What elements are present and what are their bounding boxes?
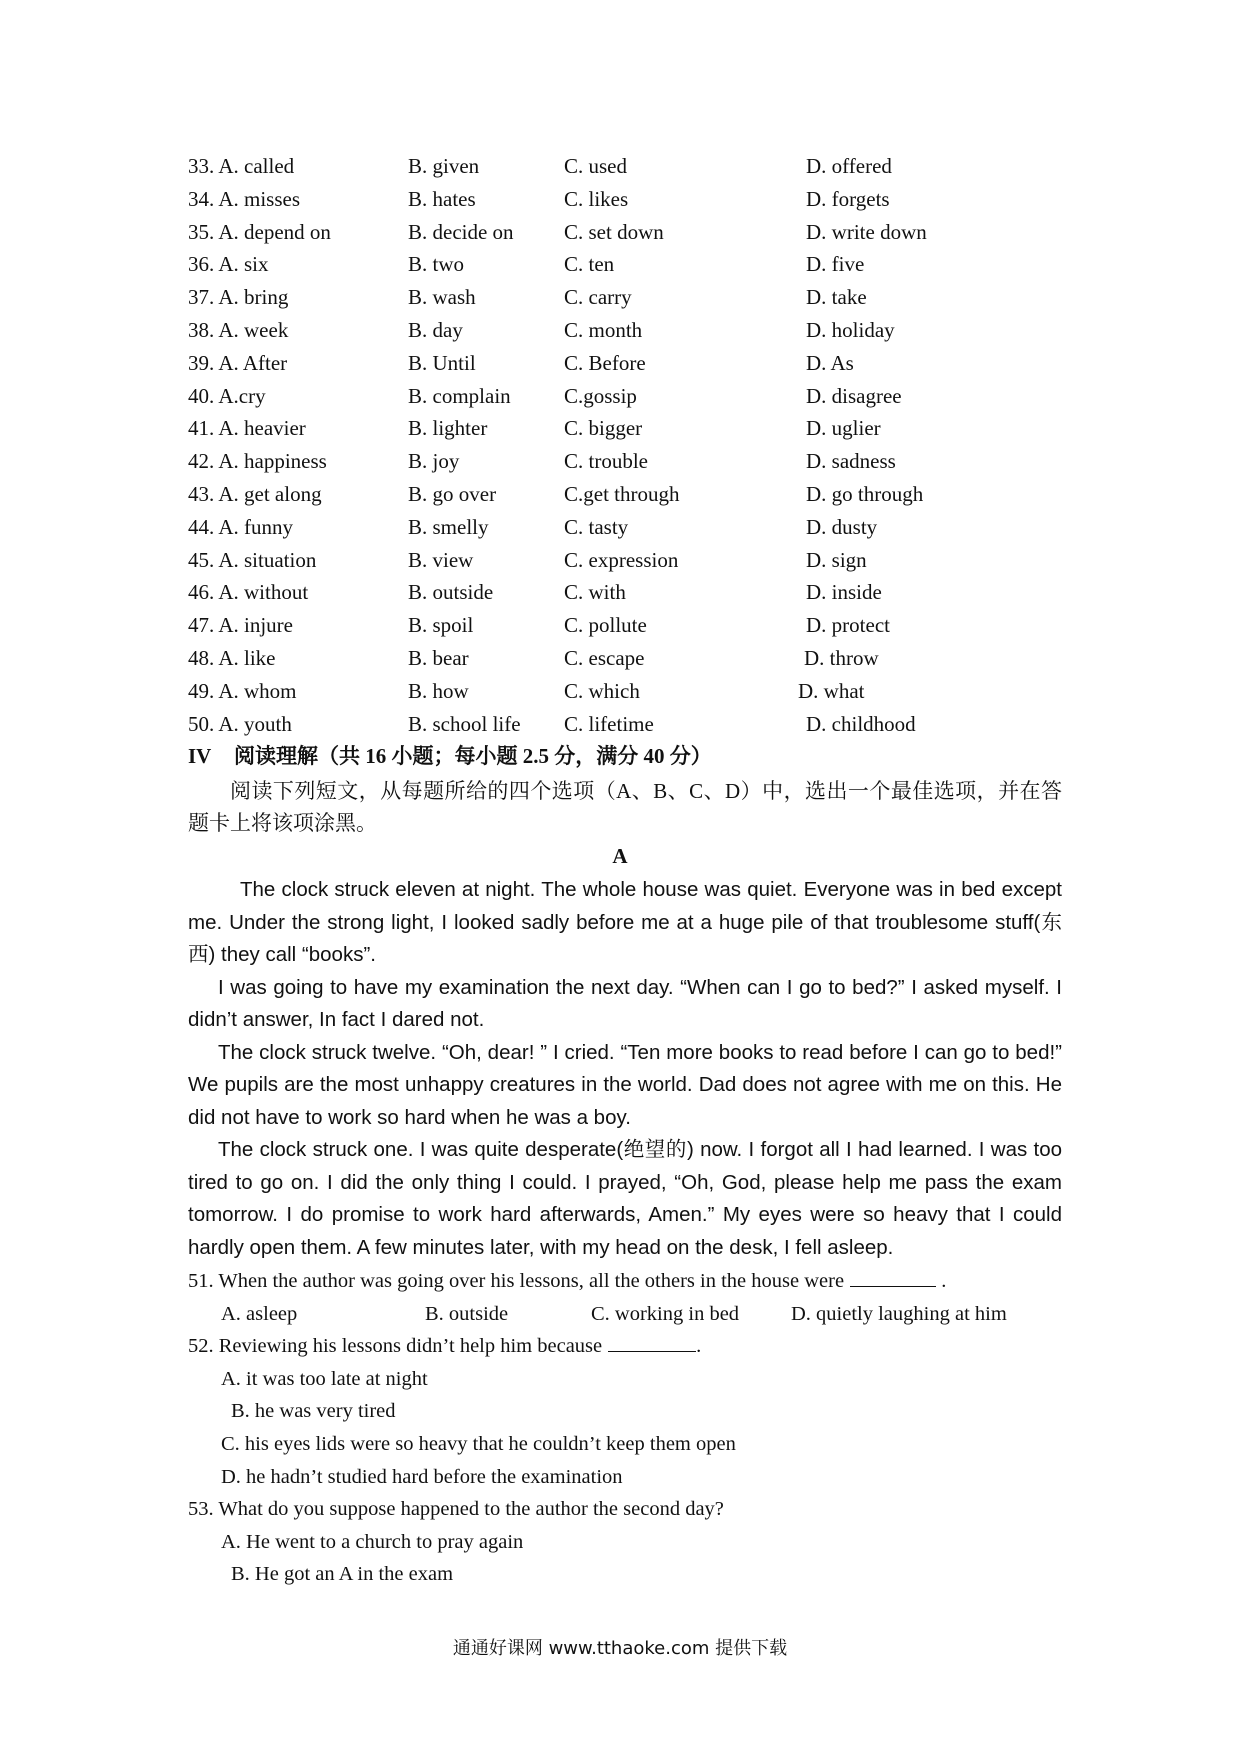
- option-a: 41. A. heavier: [188, 416, 306, 441]
- option-d: D. throw: [804, 645, 879, 670]
- option-row: [188, 478, 1088, 511]
- option-d: D. go through: [806, 481, 924, 506]
- option-c: C. which: [564, 678, 640, 703]
- option-b: B. hates: [408, 186, 476, 211]
- option-c: C. escape: [564, 645, 645, 670]
- choice-d: D. quietly laughing at him: [791, 1302, 1007, 1325]
- option-a: 37. A. bring: [188, 285, 289, 310]
- question-end: .: [941, 1270, 947, 1292]
- option-b: B. day: [408, 317, 463, 342]
- option-b: B. complain: [408, 383, 511, 408]
- option-a: 39. A. After: [188, 350, 288, 375]
- option-d: D. protect: [806, 613, 890, 638]
- option-c: C. lifetime: [564, 711, 654, 736]
- option-row: [188, 183, 1088, 216]
- option-d: D. what: [798, 678, 865, 703]
- option-c: C. set down: [564, 219, 664, 244]
- question-52: [188, 1330, 1062, 1363]
- option-a: 36. A. six: [188, 252, 269, 277]
- option-d: D. uglier: [806, 416, 881, 441]
- option-row: [188, 248, 1088, 281]
- option-b: B. bear: [408, 645, 469, 670]
- option-b: B. go over: [408, 481, 497, 506]
- question-stem: 53. What do you suppose happened to the author the second day?: [188, 1498, 724, 1521]
- option-b: B. Until: [408, 350, 476, 375]
- option-c: C. bigger: [564, 416, 643, 441]
- option-b: B. joy: [408, 449, 460, 474]
- option-c: C. tasty: [564, 514, 629, 539]
- option-a: 38. A. week: [188, 317, 289, 342]
- option-a: 46. A. without: [188, 580, 309, 605]
- option-a: 48. A. like: [188, 645, 276, 670]
- option-d: D. inside: [806, 580, 882, 605]
- option-row: [188, 216, 1088, 249]
- option-row: [188, 675, 1088, 708]
- choice-b: B. he was very tired: [231, 1400, 396, 1423]
- option-c: C. used: [564, 154, 627, 178]
- choice-c: C. his eyes lids were so heavy that he couldn’t keep them open: [221, 1432, 736, 1455]
- option-row: [188, 576, 1088, 609]
- option-a: 47. A. injure: [188, 613, 293, 638]
- option-c: C.get through: [564, 481, 680, 506]
- option-a: 40. A.cry: [188, 383, 266, 408]
- option-c: C. carry: [564, 285, 632, 310]
- choice-a: A. He went to a church to pray again: [221, 1530, 524, 1553]
- option-a: 43. A. get along: [188, 481, 322, 506]
- passage-paragraph: I was going to have my examination the next day. “When can I go to bed?” I asked myself. I didn’t answer, In fact I dared not.: [188, 975, 1062, 1031]
- option-row: [188, 314, 1088, 347]
- option-b: B. lighter: [408, 416, 488, 441]
- option-a: 50. A. youth: [188, 711, 292, 736]
- option-b: B. smelly: [408, 514, 489, 539]
- question-list: [188, 1265, 1062, 1591]
- answer-blank: [608, 1331, 696, 1352]
- option-row: [188, 347, 1088, 380]
- option-b: B. decide on: [408, 219, 514, 244]
- option-row: [188, 281, 1088, 314]
- option-d: D. offered: [806, 154, 892, 178]
- choice-a: A. it was too late at night: [221, 1367, 428, 1390]
- option-row: [188, 412, 1088, 445]
- option-b: B. outside: [408, 580, 494, 605]
- option-b: B. spoil: [408, 613, 474, 638]
- question-end: .: [696, 1335, 702, 1358]
- option-c: C. likes: [564, 186, 629, 211]
- option-c: C. trouble: [564, 449, 648, 474]
- option-c: C. month: [564, 317, 643, 342]
- option-row: [188, 150, 1088, 183]
- option-row: [188, 642, 1088, 675]
- section-title: 阅读理解（共 16 小题；每小题 2.5 分，满分 40 分）: [234, 744, 712, 768]
- question-51: [188, 1265, 1062, 1298]
- passage-paragraph: The clock struck eleven at night. The whole house was quiet. Everyone was in bed except me. Under the strong light, I looked sadly before me at a huge pile of that troublesome stuff(东西) they call “books”.: [188, 878, 1062, 966]
- option-d: D. five: [806, 252, 865, 277]
- option-a: 45. A. situation: [188, 547, 317, 572]
- choice-a: A. asleep: [221, 1302, 298, 1325]
- option-a: 42. A. happiness: [188, 449, 327, 474]
- option-row: [188, 609, 1088, 642]
- option-c: C. ten: [564, 252, 615, 277]
- cloze-options: [188, 150, 1088, 740]
- option-b: B. two: [408, 252, 465, 277]
- option-row: [188, 445, 1088, 478]
- option-d: D. childhood: [806, 711, 916, 736]
- option-row: [188, 708, 1088, 741]
- option-d: D. take: [806, 285, 867, 310]
- section-number: IV: [188, 744, 212, 768]
- option-d: D. holiday: [806, 317, 895, 342]
- option-a: 44. A. funny: [188, 514, 293, 539]
- option-c: C.gossip: [564, 383, 637, 408]
- choice-c: C. working in bed: [591, 1302, 740, 1325]
- option-a: 34. A. misses: [188, 186, 301, 211]
- option-a: 35. A. depend on: [188, 219, 331, 244]
- option-d: D. disagree: [806, 383, 902, 408]
- option-d: D. write down: [806, 219, 927, 244]
- page-footer: 通通好课网 www.tthaoke.com 提供下载: [452, 1638, 788, 1659]
- question-51-choices: [188, 1298, 1062, 1331]
- option-d: D. As: [806, 350, 854, 375]
- choice-d: D. he hadn’t studied hard before the examination: [221, 1465, 623, 1488]
- option-a: 33. A. called: [188, 154, 295, 178]
- choice-b: B. He got an A in the exam: [231, 1563, 454, 1586]
- question-stem: 52. Reviewing his lessons didn’t help him because: [188, 1335, 603, 1358]
- option-d: D. sign: [806, 547, 867, 572]
- option-b: B. how: [408, 678, 469, 703]
- option-a: 49. A. whom: [188, 678, 297, 703]
- question-53: [188, 1493, 1062, 1526]
- passage-paragraph: The clock struck twelve. “Oh, dear! ” I cried. “Ten more books to read before I can go to bed!” We pupils are the most unhappy creatures in the world. Dad does not agree with me on this. He did not have to work so hard when he was a boy.: [188, 1040, 1062, 1129]
- option-c: C. with: [564, 580, 626, 605]
- option-row: [188, 544, 1088, 577]
- section-heading: [188, 740, 712, 770]
- passage-text: [188, 874, 1062, 1264]
- choice-b: B. outside: [425, 1302, 509, 1325]
- section-instruction: 阅读下列短文，从每题所给的四个选项（A、B、C、D）中，选出一个最佳选项，并在答题卡上将该项涂黑。: [188, 779, 1062, 835]
- question-stem: 51. When the author was going over his lessons, all the others in the house were: [188, 1270, 845, 1292]
- passage-paragraph: The clock struck one. I was quite desperate(绝望的) now. I forgot all I had learned. I was too tired to go on. I did the only thing I could. I prayed, “Oh, God, please help me pass the exam tomorrow. I do promise to work hard afterwards, Amen.” My eyes were so heavy that I could hardly open them. A few minutes later, with my head on the desk, I fell asleep.: [188, 1138, 1062, 1259]
- option-c: C. pollute: [564, 613, 647, 638]
- option-d: D. dusty: [806, 514, 878, 539]
- option-b: B. wash: [408, 285, 476, 310]
- option-row: [188, 380, 1088, 413]
- option-b: B. given: [408, 154, 480, 178]
- option-b: B. school life: [408, 711, 521, 736]
- answer-blank: [850, 1266, 936, 1287]
- option-c: C. expression: [564, 547, 679, 572]
- option-d: D. forgets: [806, 186, 890, 211]
- option-b: B. view: [408, 547, 474, 572]
- option-d: D. sadness: [806, 449, 896, 474]
- option-row: [188, 511, 1088, 544]
- passage-title: A: [612, 844, 628, 868]
- option-c: C. Before: [564, 350, 646, 375]
